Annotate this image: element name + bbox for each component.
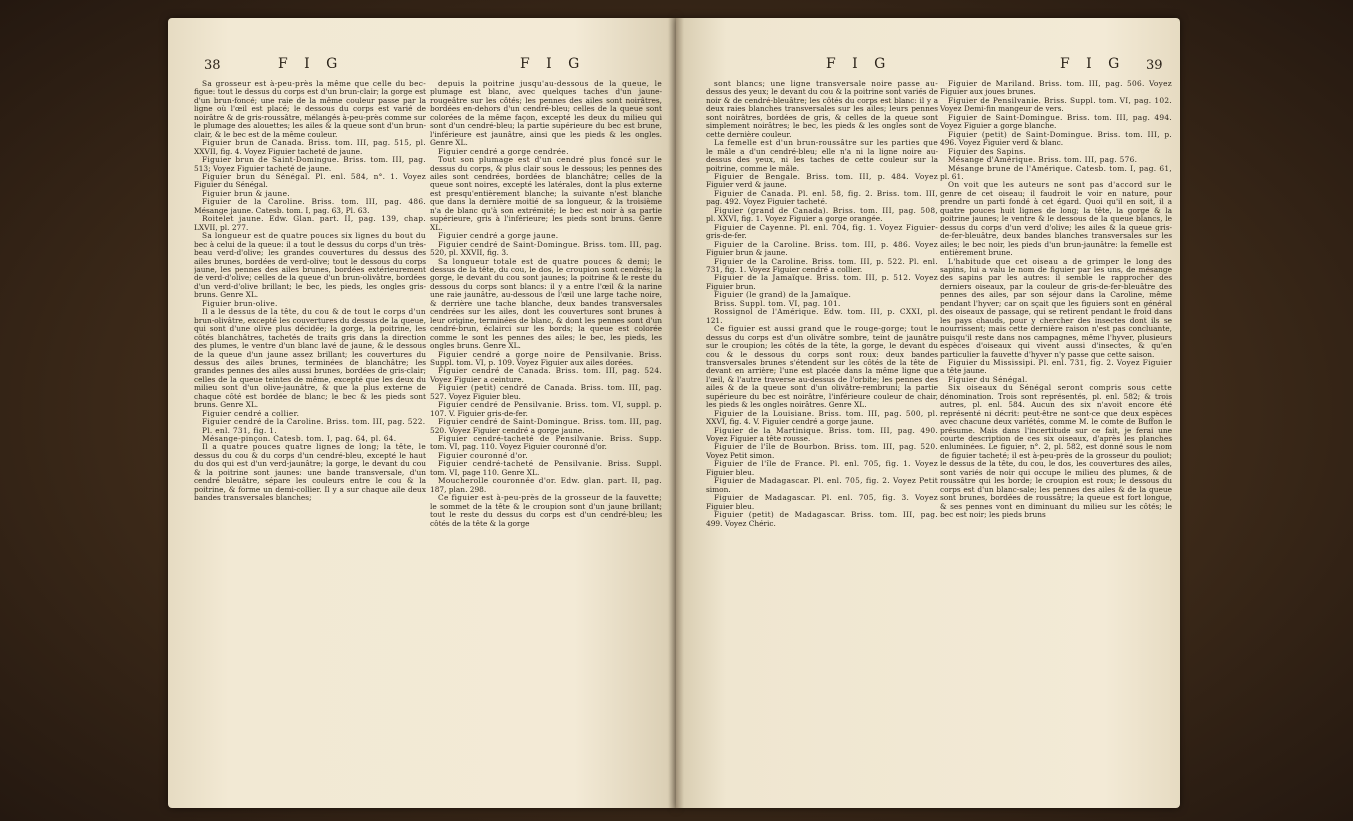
paragraph: Figuier couronné d'or. [438,450,529,460]
left-page [168,18,676,808]
paragraph: Figuier cendré-tacheté de Pensilvanie. Briss. Supp. tom. VI, pag. 110. Voyez Figuier couronné d'or. [430,434,662,452]
paragraph: sont blancs; une ligne transversale noire passe au-dessus des yeux; le devant du cou & la poitrine sont variés de noir & de cendré-bleuâtre; les côtés du corps est blanc: il y a deux raies blanches transversales sur les ailes; leurs pennes sont noirâtres, bordées de gris, & celles de la queue sont simplement noirâtres; le bec, les pieds & les ongles sont de cette dernière couleur. [706,80,938,139]
paragraph: Figuier cendré a gorge noire de Pensilvanie. Briss. Suppl. tom. VI, p. 109. Voyez Figuier aux ailes dorées. [430,349,662,367]
running-header-right-a: F I G [826,56,892,72]
right-page-column-2 [940,80,1172,800]
paragraph: Figuier de Madagascar. Pl. enl. 705, fig. 3. Voyez Figuier bleu. [706,493,938,511]
paragraph: La femelle est d'un brun-roussâtre sur les parties que le mâle a d'un cendré-bleu; elle n'a ni la ligne noire au-dessus des yeux, ni les taches de cette couleur sur la poitrine, comme le mâle. [706,138,938,173]
paragraph: Figuier cendré a gorge cendrée. [438,146,569,156]
paragraph: Figuier (grand de Canada). Briss. tom. III, pag. 508, pl. XXVI, fig. 1. Voyez Figuier a gorge orangée. [706,205,938,224]
paragraph: Figuier cendré de Saint-Domingue. Briss. tom. III, pag. 520. Voyez Figuier cendré a gorge jaune. [430,417,662,435]
paragraph: Figuier cendré de la Caroline. Briss. tom. III, pag. 522. [202,417,426,427]
paragraph: Il a le dessus de la tête, du cou & de tout le corps d'un brun-olivâtre, excepté les couvertures du dessus de la queue, qui sont d'une olive plus décidée; la gorge, la poitrine, les côtés blanchâtres, tachetés de traits gris dans la direction des plumes, le ventre d'un blanc lavé de jaune, & le dessous de la queue d'un jaune assez brillant; les couvertures du dessus des ailes brunes, terminées de blanchâtre; les grandes pennes des ailes aussi brunes, bordées de gris-clair; celles de la queue teintes de même, excepté que les deux du milieu sont d'un olive-jaunâtre, & que la plus externe de chaque côté est bordée de blanc; le bec & les pieds sont bruns. Genre XL. [194,307,426,410]
paragraph: Figuier cendré a collier. [202,408,300,418]
paragraph: Figuier de Canada. Pl. enl. 58, fig. 2. Briss. tom. III, pag. 492. Voyez Figuier tacheté. [706,188,938,207]
paragraph: Figuier de Mariland. Briss. tom. III, pag. 506. Voyez Figuier aux joues brunes. [940,80,1172,97]
paragraph: Il a quatre pouces quatre lignes de long; la tête, le dessus du cou & du corps d'un cendré-bleu, excepté le haut du dos qui est d'un verd-jaunâtre; la gorge, le devant du cou & la poitrine sont jaunes: une bande transversale, d'un cendré bleuâtre, sépare les couleurs entre le cou & la poitrine, & forme un demi-collier. Il y a sur chaque aile deux bandes transversales blanches; [194,442,426,503]
paragraph: Figuier de Saint-Domingue. Briss. tom. III, pag. 494. Voyez Figuier a gorge blanche. [940,112,1172,131]
paragraph: Sa grosseur est à-peu-près la même que celle du bec-figue: tout le dessus du corps est d'un brun-clair; la gorge est d'un brun-foncé; une raie de la même couleur passe par la ligne où l'œil est placé; le dessous du corps est varié de noirâtre & de gris-roussâtre, mélangés à-peu-près comme sur le plumage des alouettes; les ailes & la queue sont d'un brun-clair, & le bec est de la même couleur. [194,80,426,139]
paragraph: Figuier des Sapins. [948,146,1027,156]
right-page-column-1 [706,80,938,800]
paragraph: Figuier de la Jamaïque. Briss. tom. III, p. 512. Voyez Figuier brun. [706,273,938,291]
paragraph: Figuier (petit) de Madagascar. Briss. tom. III, pag. 499. Voyez Chéric. [706,510,938,528]
paragraph: Figuier de Pensilvanie. Briss. Suppl. tom. VI, pag. 102. Voyez Demi-fin mangeur de vers. [940,95,1172,114]
paragraph: Figuier brun du Sénégal. Pl. enl. 584, n°. 1. Voyez Figuier du Sénégal. [194,171,426,190]
paragraph: Figuier cendré de Saint-Domingue. Briss. tom. III, pag. 520, pl. XXVII, fig. 3. [430,239,662,258]
paragraph: Figuier cendré de Canada. Briss. tom. III, pag. 524. Voyez Figuier a ceinture. [430,366,662,384]
paragraph: Mésange brune de l'Amérique. Catesb. tom. I, pag. 61, pl. 61. [940,163,1172,181]
running-header-left-b: F I G [520,56,586,72]
page-number-left: 38 [204,58,221,73]
paragraph: Rossignol de l'Amérique. Edw. tom. III, p. CXXI, pl. 121. [706,307,938,325]
paragraph: Figuier de la Martinique. Briss. tom. III, pag. 490. Voyez Figuier a tête rousse. [706,425,938,444]
left-page-column-2 [430,80,662,800]
right-page [676,18,1180,808]
paragraph: Figuier cendré a gorge jaune. [438,231,559,241]
paragraph: Figuier brun-olive. [202,298,278,308]
book-gutter [668,18,684,808]
paragraph: depuis la poitrine jusqu'au-dessous de la queue, le plumage est blanc, avec quelques taches d'un jaune-rougeâtre sur les côtés; les pennes des ailes sont noirâtres, bordées en-dehors d'un cendré-bleu; celles de la queue sont colorées de la même façon, excepté les deux du milieu qui sont d'un cendré-bleu; la partie supérieure du bec est brune, l'inférieure est jaunâtre, ainsi que les pieds & les ongles. Genre XL. [430,80,662,148]
paragraph: Figuier brun & jaune. [202,188,290,198]
paragraph: Figuier (petit) de Saint-Domingue. Briss. tom. III, p. 496. Voyez Figuier verd & blanc. [940,129,1172,148]
paragraph: Figuier brun de Saint-Domingue. Briss. tom. III, pag. 513; Voyez Figuier tacheté de jaune. [194,155,426,173]
paragraph: Roitelet jaune. Edw. Glan. part. II, pag. 139, chap. LXVII, pl. 277. [194,214,426,232]
paragraph: On voit que les auteurs ne sont pas d'accord sur le genre de cet oiseau; il faudroit le voir en nature, pour prendre un parti fondé à cet égard. Quoi qu'il en soit, il a quatre pouces huit lignes de long; la tête, la gorge & la poitrine jaunes; le ventre & le dessous de la queue blancs, le dessus du corps d'un verd d'olive; les ailes & la queue gris-de-fer-bleuâtre, deux bandes blanches transversales sur les ailes; le bec noir, les pieds d'un brun-jaunâtre: la femelle est entièrement brune. [940,180,1172,258]
paragraph: Figuier du Sénégal. [948,374,1028,384]
paragraph: Figuier brun de Canada. Briss. tom. III, pag. 515, pl. XXVII, fig. 4. Voyez Figuier tacheté de jaune. [194,138,426,156]
paragraph: Figuier du Mississipi. Pl. enl. 731, fig. 2. Voyez Figuier a tête jaune. [940,357,1172,376]
paragraph: Sa longueur totale est de quatre pouces & demi; le dessus de la tête, du cou, le dos, le croupion sont cendrés; la gorge, le devant du cou sont jaunes; la poitrine & le reste du dessous du corps sont blancs: il y a entre l'œil & la narine une raie jaunâtre, au-dessous de l'œil une large tache noire, & derrière une tache blanche, deux bandes transversales cendrées sur les ailes, dont les couvertures sont brunes à leur origine, terminées de blanc, & dont les pennes sont d'un cendré-brun, éclairci sur les bords; la queue est colorée comme le sont les pennes des ailes; le bec, les pieds, les ongles bruns. Genre XL. [430,256,662,351]
running-header-left-a: F I G [278,56,344,72]
paragraph: Sa longueur est de quatre pouces six lignes du bout du bec à celui de la queue: il a tout le dessus du corps d'un très-beau verd-d'olive; les grandes couvertures du dessus des ailes brunes, bordées de verd-olive; tout le dessous du corps jaune, les pennes des ailes brunes, bordées extérieurement de verd-d'olive; celles de la queue d'un brun-olivâtre, bordées d'un verd-d'olive brillant; le bec, les pieds, les ongles gris-bruns. Genre XL. [194,231,426,300]
paragraph: Figuier de la Caroline. Briss. tom. III, pag. 486. Mésange jaune. Catesb. tom. I, pag. 63, Pl. 63. [194,197,426,215]
paragraph: Six oiseaux du Sénégal seront compris sous cette dénomination. Trois sont représentés, pl. enl. 582; & trois autres, pl. enl. 584. Aucun des six n'avoit encore été représenté ni décrit: peut-être ne sont-ce que deux espèces avec chacune deux variétés, comme M. le comte de Buffon le présume. Mais dans l'incertitude sur ce fait, je ferai une courte description de ces six oiseaux, d'après les planches enluminées. Le figuier, n°. 2, pl. 582, est donné sous le nom de figuier tacheté; il est à-peu-près de la grosseur du pouliot; le dessus de la tête, du cou, le dos, les couvertures des ailes, sont variés de noir qui occupe le milieu des plumes, & de roussâtre qui les borde; le croupion est roux; le dessous du corps est d'un blanc-sale; les pennes des ailes & de la queue sont brunes, bordées de roussâtre; la queue est fort longue, & ses pennes vont en diminuant du milieu sur les côtés; le bec est noir; les pieds bruns [940,383,1172,520]
paragraph: Moucherolle couronnée d'or. Edw. glan. part. II, pag. 187, plan. 298. [430,476,662,494]
paragraph: Ce figuier est aussi grand que le rouge-gorge; tout le dessus du corps est d'un olivâtre sombre, teint de jaunâtre sur le croupion; les côtés de la tête, la gorge, le devant du cou & le dessous du corps sont roux: deux bandes transversales brunes s'étendent sur les côtés de la tête de devant en arrière; l'une est placée dans la même ligne que l'œil, & l'autre traverse au-dessus de l'orbite; les pennes des ailes & de la queue sont d'un olivâtre-rembruni; la partie supérieure du bec est noirâtre, l'inférieure couleur de chair, les pieds & les ongles noirâtres. Genre XL. [706,324,938,410]
paragraph: Figuier (le grand) de la Jamaïque. [714,290,852,300]
paragraph: Briss. Suppl. tom. VI, pag. 101. [714,298,841,308]
page-number-right: 39 [1146,58,1163,73]
paragraph: Figuier de Madagascar. Pl. enl. 705, fig. 2. Voyez Petit simon. [706,476,938,494]
paragraph: Figuier de la Louisiane. Briss. tom. III, pag. 500, pl. XXVI, fig. 4. V. Figuier cendré a gorge jaune. [706,408,938,427]
paragraph: L'habitude que cet oiseau a de grimper le long des sapins, lui a valu le nom de figuier par les uns, de mésange des sapins par les autres: il semble le rapprocher des derniers oiseaux, par la couleur de gris-de-fer-bleuâtre des pennes des ailes, par son séjour dans la Caroline, même pendant l'hyver; car on sçait que les figuiers sont en général des oiseaux de passage, qui se retirent pendant le froid dans les pays chauds, pour y chercher des insectes dont ils se nourrissent; mais cette dernière raison n'est pas concluante, puisqu'il reste dans nos campagnes, même l'hyver, plusieurs espèces d'oiseaux qui vivent aussi d'insectes, & qu'en particulier la fauvette d'hyver n'y passe que cette saison. [940,256,1172,359]
paragraph: Figuier de la Caroline. Briss. tom. III, p. 486. Voyez Figuier brun & jaune. [706,239,938,258]
paragraph: Mésange d'Amérique. Briss. tom. III, pag. 576. [948,155,1138,165]
paragraph: Figuier de Bengale. Briss. tom. III, p. 484. Voyez Figuier verd & jaune. [706,171,938,190]
paragraph: Figuier cendré de Pensilvanie. Briss. tom. VI, suppl. p. 107. V. Figuier gris-de-fer. [430,400,662,418]
running-header-right-b: F I G [1060,56,1126,72]
paragraph: Mésange-pinçon. Catesb. tom. I, pag. 64, pl. 64. [202,434,397,444]
paragraph: Figuier cendré-tacheté de Pensilvanie. Briss. Suppl. tom. VI, page 110. Genre XL. [430,459,662,477]
paragraph: Ce figuier est à-peu-près de la grosseur de la fauvette; le sommet de la tête & le croupion sont d'un jaune brillant; tout le reste du dessus du corps est d'un cendré-bleu; les côtés de la tête & la gorge [430,493,662,528]
paragraph: Figuier de la Caroline. Briss. tom. III, p. 522. Pl. enl. 731, fig. 1. Voyez Figuier cendré a collier. [706,256,938,274]
paragraph: Figuier de l'île de Bourbon. Briss. tom. III, pag. 520. Voyez Petit simon. [706,442,938,460]
paragraph: Tout son plumage est d'un cendré plus foncé sur le dessus du corps, & plus clair sous le dessous; les pennes des ailes sont cendrées, bordées de blanchâtre; celles de la queue sont noires, excepté les latérales, dont la plus externe est presqu'entièrement blanche; la suivante n'est blanche que dans la dernière moitié de sa longueur, & la troisième n'a de blanc qu'à son extrémité; le bec est noir à sa partie supérieure, gris à l'inférieure; les pieds sont bruns. Genre XL. [430,155,662,232]
paragraph: Figuier (petit) cendré de Canada. Briss. tom. III, pag. 527. Voyez Figuier bleu. [430,383,662,401]
paragraph: Pl. enl. 731, fig. 1. [202,425,277,435]
paragraph: Figuier de Cayenne. Pl. enl. 704, fig. 1. Voyez Figuier-gris-de-fer. [706,222,938,241]
left-page-column-1 [194,80,426,800]
paragraph: Figuier de l'île de France. Pl. enl. 705, fig. 1. Voyez Figuier bleu. [706,459,938,477]
